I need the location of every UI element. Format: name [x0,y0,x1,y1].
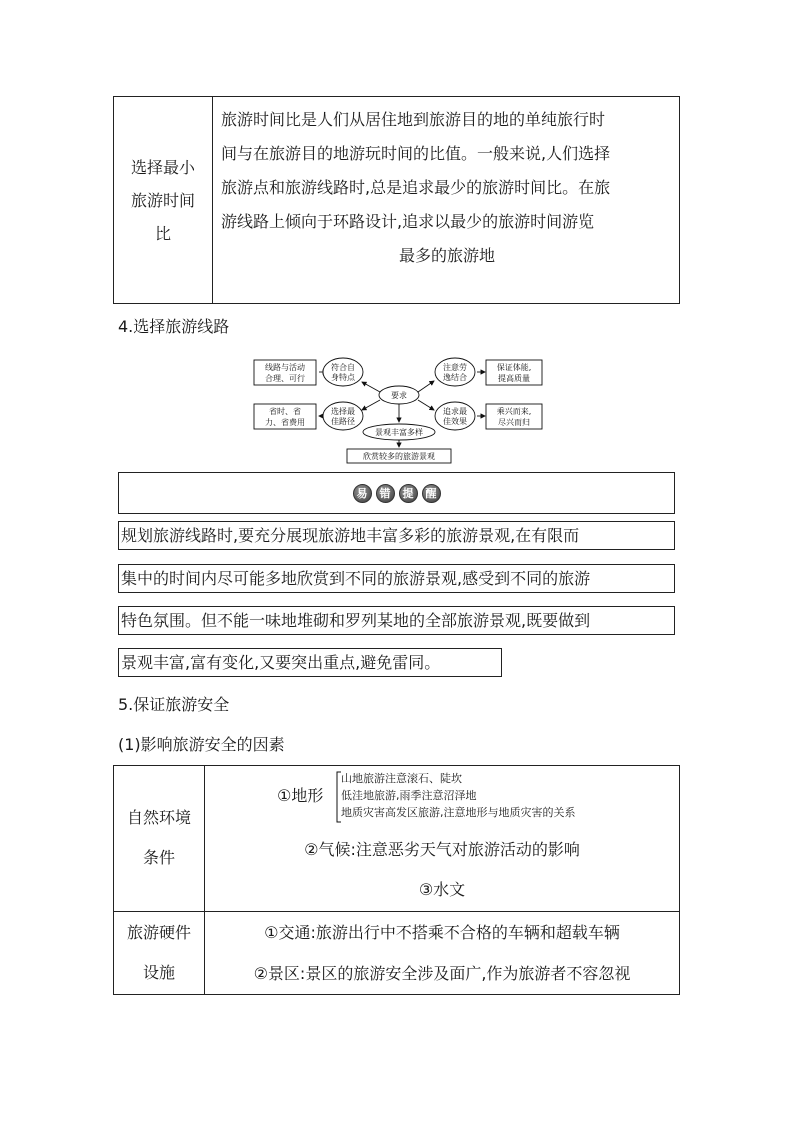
right-top-circle-line: 逸结合 [443,373,467,382]
right-bottom-circle-line: 追求最 [443,407,467,416]
terrain-item: 低洼地旅游,雨季注意沼泽地 [341,789,477,802]
left-bottom-box-line: 省时、省 [269,407,301,416]
right-top-circle-line: 注意劳 [443,363,467,372]
section-4-title: 4.选择旅游线路 [118,317,230,336]
natural-conditions-label [114,798,204,878]
left-bottom-box-line: 力、省费用 [265,418,305,427]
reminder-line: 景观丰富,富有变化,又要突出重点,避免雷同。 [118,648,502,677]
label-line: 自然环境 [126,808,191,827]
safety-factors-table [113,765,680,995]
row-label-cell [114,97,213,303]
reminder-char: 提 [399,484,418,503]
error-reminder-header [118,472,675,514]
left-top-circle-line: 符合自 [331,363,355,372]
label-line: 旅游硬件 [126,923,191,942]
right-top-box-line: 提高质量 [498,374,530,383]
reminder-line: 集中的时间内尽可能多地欣赏到不同的旅游景观,感受到不同的旅游 [118,564,675,593]
content-line: 旅游点和旅游线路时,总是追求最少的旅游时间比。在旅 [221,178,611,197]
section-5-title: 5.保证旅游安全 [118,695,230,714]
content-line: 间与在旅游目的地游玩时间的比值。一般来说,人们选择 [221,144,611,163]
scenic-text: ②景区:景区的旅游安全涉及面广,作为旅游者不容忽视 [253,964,631,983]
reminder-char: 错 [376,484,395,503]
right-top-box-line: 保证体能, [496,363,532,372]
left-bottom-circle-line: 选择最 [331,407,355,416]
left-top-box-line: 线路与活动 [265,363,305,372]
left-top-box-line: 合理、可行 [265,374,305,383]
content-line: 最多的旅游地 [398,246,495,265]
terrain-label: ①地形 [277,786,324,805]
row-label-line: 选择最小 [130,157,195,177]
center-label: 要求 [391,391,407,400]
hardware-facilities-label [114,913,204,993]
reminder-char: 醒 [422,484,441,503]
right-bottom-box-line: 尽兴而归 [498,418,530,427]
right-bottom-circle-line: 佳效果 [443,417,467,426]
climate-text: ②气候:注意恶劣天气对旅游活动的影响 [304,840,580,859]
bottom-box-label: 欣赏较多的旅游景观 [363,452,435,461]
terrain-item: 地质灾害高发区旅游,注意地形与地质灾害的关系 [341,806,576,819]
right-bottom-box-line: 乘兴而来, [496,407,532,416]
terrain-item: 山地旅游注意滚石、陡坎 [341,772,462,785]
traffic-text: ①交通:旅游出行中不搭乘不合格的车辆和超载车辆 [264,923,620,942]
travel-time-ratio-table [113,96,680,304]
row-content-cell [213,97,679,303]
content-line: 游线路上倾向于环路设计,追求以最少的旅游时间游览 [221,212,595,231]
terrain-items [341,770,576,821]
content-line: 旅游时间比是人们从居住地到旅游目的地的单纯旅行时 [221,110,606,129]
row-label-line: 旅游时间 [130,190,195,210]
row-label-line: 比 [154,223,171,243]
route-selection-diagram [250,352,546,468]
reminder-line: 特色氛围。但不能一味地堆砌和罗列某地的全部旅游景观,既要做到 [118,606,675,635]
reminder-char: 易 [353,484,372,503]
left-bottom-circle-line: 佳路径 [331,417,355,426]
left-top-circle-line: 身特点 [331,373,355,382]
section-5-subtitle: (1)影响旅游安全的因素 [118,735,285,754]
reminder-line: 规划旅游线路时,要充分展现旅游地丰富多彩的旅游景观,在有限而 [118,521,675,550]
label-line: 条件 [142,848,175,867]
label-line: 设施 [142,963,175,982]
hydrology-text: ③水文 [418,880,466,899]
bottom-center-label: 景观丰富多样 [375,428,423,437]
